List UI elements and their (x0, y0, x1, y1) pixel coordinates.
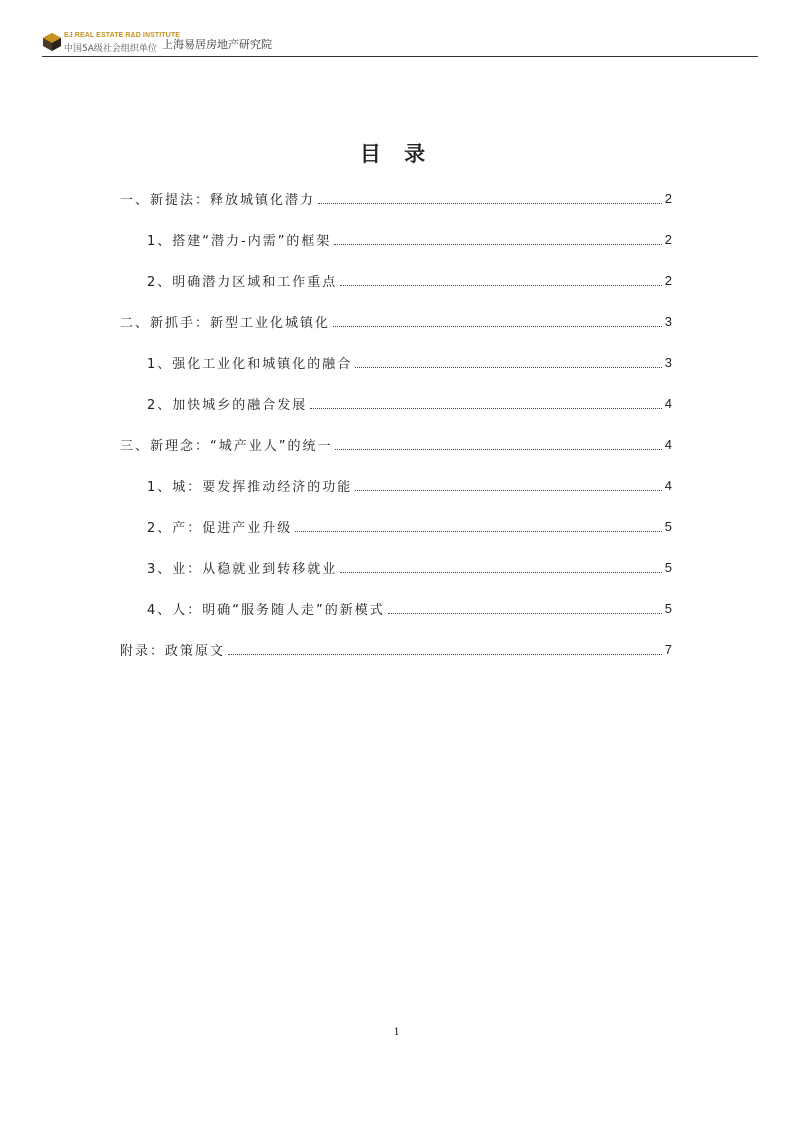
toc-entry[interactable] (120, 588, 672, 629)
toc-entry-page: 2 (664, 191, 672, 206)
toc-entry[interactable] (120, 547, 672, 588)
toc-entry-label: 2、加快城乡的融合发展 (147, 398, 308, 413)
toc-leader-dots (335, 449, 661, 450)
toc-entry[interactable] (120, 342, 672, 383)
logo-chinese-text: 中国5A级社会组织单位 (64, 44, 157, 54)
toc-entry-page: 3 (664, 355, 672, 370)
toc-entry-page: 4 (664, 396, 672, 411)
toc-entry-page: 2 (664, 232, 672, 247)
toc-entry-page: 2 (664, 273, 672, 288)
toc-entry[interactable] (120, 465, 672, 506)
toc-entry-page: 3 (664, 314, 672, 329)
toc-entry-label: 3、业：从稳就业到转移就业 (147, 562, 338, 577)
toc-entry-page: 7 (664, 642, 672, 657)
toc-entry-page: 5 (664, 519, 672, 534)
toc-entry-label: 1、搭建“潜力-内需”的框架 (147, 234, 332, 249)
table-of-contents (120, 178, 672, 670)
toc-entry-label: 4、人：明确“服务随人走”的新模式 (147, 603, 385, 618)
toc-entry-label: 二、新抓手：新型工业化城镇化 (120, 316, 331, 331)
toc-entry-page: 5 (664, 560, 672, 575)
toc-entry[interactable] (120, 219, 672, 260)
toc-title: 目 录 (359, 142, 434, 166)
toc-entry[interactable] (120, 383, 672, 424)
toc-leader-dots (355, 367, 661, 368)
toc-entry-page: 4 (664, 437, 672, 452)
toc-entry-page: 4 (664, 478, 672, 493)
toc-entry-page: 5 (664, 601, 672, 616)
toc-entry[interactable] (120, 506, 672, 547)
toc-entry[interactable] (120, 629, 672, 670)
organization-name: 上海易居房地产研究院 (162, 38, 272, 51)
toc-entry-label: 附录：政策原文 (120, 644, 226, 659)
toc-leader-dots (388, 613, 662, 614)
toc-entry-label: 1、强化工业化和城镇化的融合 (147, 357, 353, 372)
page-header (42, 30, 758, 58)
toc-entry[interactable] (120, 260, 672, 301)
toc-entry[interactable] (120, 301, 672, 342)
ej-logo-icon (42, 32, 62, 52)
header-divider (42, 56, 758, 57)
toc-entry-label: 一、新提法：释放城镇化潜力 (120, 193, 316, 208)
toc-entry[interactable] (120, 424, 672, 465)
toc-entry-label: 2、产：促进产业升级 (147, 521, 293, 536)
toc-leader-dots (318, 203, 662, 204)
toc-leader-dots (340, 572, 661, 573)
toc-entry-label: 三、新理念：“城产业人”的统一 (120, 439, 333, 454)
toc-leader-dots (355, 490, 661, 491)
toc-leader-dots (340, 285, 661, 286)
toc-leader-dots (310, 408, 661, 409)
toc-entry-label: 1、城：要发挥推动经济的功能 (147, 480, 353, 495)
logo-english-text: EJ REAL ESTATE R&D INSTITUTE (64, 32, 180, 39)
toc-entry-label: 2、明确潜力区域和工作重点 (147, 275, 338, 290)
toc-leader-dots (334, 244, 661, 245)
toc-leader-dots (333, 326, 662, 327)
toc-leader-dots (295, 531, 661, 532)
toc-leader-dots (228, 654, 662, 655)
page-number: 1 (393, 1024, 400, 1038)
toc-entry[interactable] (120, 178, 672, 219)
